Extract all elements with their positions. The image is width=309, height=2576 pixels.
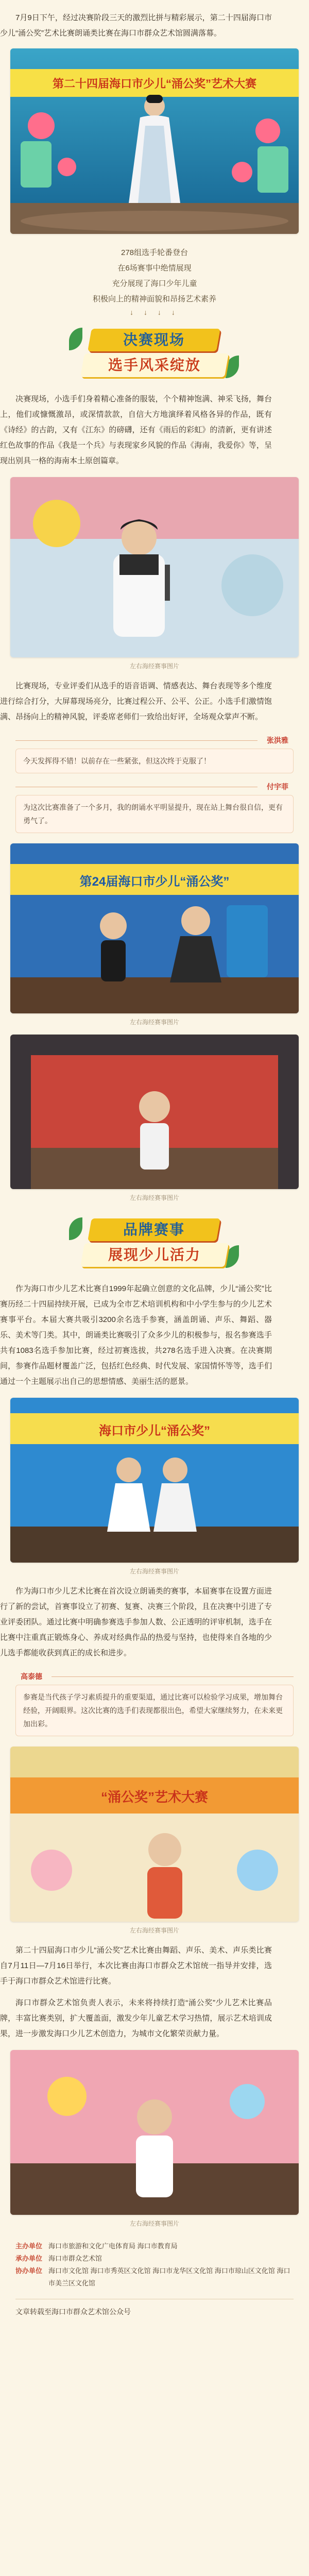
- stats-line: 充分展现了海口少年儿童: [112, 279, 197, 288]
- award-stage-image: [10, 1747, 299, 1922]
- stage-photo-2: [10, 477, 299, 657]
- stats-line: 积极向上的精神面貌和昂扬艺术素养: [92, 295, 216, 303]
- stage-banner-title: 第二十四届海口市少儿“涌公奖”艺术大赛: [52, 77, 256, 90]
- photo-caption: 左右海经赛事图片: [129, 1568, 179, 1575]
- quote-author: 高泰德: [21, 1672, 42, 1681]
- photo-caption: 左右海经赛事图片: [129, 663, 179, 670]
- credit-value: 海口市文化馆 海口市秀英区文化馆 海口市龙华区文化馆 海口市琼山区文化馆 海口市美兰区文化馆: [48, 2267, 290, 2287]
- paragraph-future: 海口市群众艺术馆负责人表示，未来将持续打造“涌公奖”少儿艺术比赛品牌，丰富比赛类别，扩大覆盖面，激发少年儿童艺术学习热情，展示艺术培训成果，进一步激发海口少儿艺术创造力，为城市文化繁荣贡献力量。: [0, 1998, 272, 2038]
- intro-paragraph: 7月9日下午，经过决赛阶段三天的激烈比拼与精彩展示，第二十四届海口市少儿“涌公奖”艺术比赛朗诵类比赛在海口市群众艺术馆圆满落幕。: [0, 13, 272, 38]
- quote-box-3: [15, 1670, 294, 1736]
- stage-photo-3: [10, 843, 299, 1013]
- heading-line-2: 选手风采绽放: [108, 357, 201, 373]
- photo-caption: 左右海经赛事图片: [129, 1927, 179, 1934]
- heading-line-2: 展现少儿活力: [108, 1247, 201, 1263]
- photo-banner-text: “涌公奖”艺术大赛: [100, 1789, 208, 1805]
- paragraph-performance: 决赛现场，小选手们身着精心准备的服装，个个精神饱满、神采飞扬，舞台上，他们或慷慨激昂，或深情款款，自信大方地演绎着风格各异的作品，既有《诗经》的古韵，又有《江东》的磅礴，还有《雨后的彩虹》的清新，更有讲述红色故事的作品《我是一个兵》与表现家乡风貌的作品《海南，我爱你》等，呈现出别具一格的海南本土原创篇章。: [0, 395, 272, 465]
- paragraph-format: 作为海口市少儿艺术比赛在首次设立朗诵类的赛事，本届赛事在设置方面进行了新的尝试，首赛事设立了初赛、复赛、决赛三个阶段，且在决赛中引进了专业评委团队。通过比赛中明确参赛选手参加人数、公正透明的评审机制，选手在比赛中注重真正锻炼身心、养成对经典作品的热爱与坚持，也使得来自各地的少儿选手都能收获到真正的成长和进步。: [0, 1587, 272, 1657]
- photo-caption: 左右海经赛事图片: [129, 1019, 179, 1026]
- credit-row: [15, 2252, 294, 2265]
- photo-banner-text: 海口市少儿“涌公奖”: [99, 1424, 210, 1438]
- credit-key: 协办单位: [15, 2267, 43, 2275]
- photo-caption: 左右海经赛事图片: [129, 2220, 179, 2227]
- quote-text: 参赛是当代孩子学习素质提升的重要渠道，通过比赛可以检验学习成果，增加舞台经验，开阔眼界。这次比赛的选手们表现都很出色，希望大家继续努力，在未来更加出彩。: [15, 1685, 294, 1736]
- hall-image: [10, 1035, 299, 1189]
- photo-caption: 左右海经赛事图片: [129, 1194, 179, 1201]
- soloist-image: [10, 2050, 299, 2215]
- stage-photo-1: [10, 48, 299, 234]
- stage-photo-7: [10, 2050, 299, 2215]
- performer-image: [10, 477, 299, 657]
- credit-key: 主办单位: [15, 2242, 43, 2250]
- heading-line-1: 品牌赛事: [123, 1222, 185, 1238]
- credit-value: 海口市旅游和文化广电体育局 海口市教育局: [48, 2242, 178, 2250]
- heading-line-1: 决赛现场: [123, 332, 185, 348]
- paragraph-schedule: 第二十四届海口市少儿“涌公奖”艺术比赛由舞蹈、声乐、美术、声乐类比赛自7月11日—7月16日举行，本次比赛由海口市群众艺术馆统一指导并安排，选手于海口市群众艺术馆进行比赛。: [0, 1946, 272, 1986]
- credit-row: [15, 2265, 294, 2290]
- down-arrows: ↓ ↓ ↓ ↓: [130, 308, 179, 316]
- section-heading-1: [62, 324, 247, 384]
- duo-performance-image: [10, 843, 299, 1013]
- leaf-icon: [69, 1217, 82, 1240]
- credit-row: [15, 2240, 294, 2252]
- quote-text: 今天发挥得不错！以前存在一些紧张，但这次终于克服了！: [15, 749, 294, 773]
- stats-line: 278组选手轮番登台: [121, 248, 188, 257]
- quote-author: 张洪雅: [267, 736, 288, 744]
- quote-box-1: [15, 734, 294, 773]
- leaf-icon: [69, 328, 82, 350]
- stage-photo-6: [10, 1747, 299, 1922]
- quote-text: 为这次比赛准备了一个多月，我的朗诵水平明显提升，现在站上舞台很自信，更有勇气了。: [15, 795, 294, 833]
- source-note: 文章转载至海口市群众艺术馆公众号: [15, 2308, 131, 2316]
- credit-key: 承办单位: [15, 2255, 43, 2262]
- stage-photo-5: [10, 1398, 299, 1563]
- quote-author: 付宇菲: [267, 783, 288, 791]
- stats-line: 在6场赛事中绝情展现: [117, 264, 192, 273]
- photo-banner-text: 第24届海口市少儿“涌公奖”: [79, 875, 230, 889]
- section-heading-2: [62, 1213, 247, 1274]
- paragraph-brand: 作为海口市少儿艺术比赛自1999年起确立创意的文化品牌，少儿“涌公奖”比赛历经二十四届持续开展，已成为全市艺术培训机构和中小学生参与的少儿艺术赛事平台。本届大赛共吸引3200余名选手参赛，涵盖朗诵、声乐、舞蹈、器乐、美术等门类。其中，朗诵类比赛吸引了众多少儿的积极参与，报名参赛选手共有1083名选手参加比赛，经过初赛选拔，共278名选手进入决赛。在决赛期间，参赛作品题材覆盖广泛，包括红色经典、时代发展、家国情怀等等，选手们通过一个主题展示出自己的思想情感、美丽生活的愿景。: [0, 1284, 272, 1386]
- paragraph-judging: 比赛现场，专业评委们从选手的语音语调、情感表达、舞台表现等多个维度进行综合打分，大屏幕现场亮分，比赛过程公开、公平、公正。小选手们激情饱满、昂扬向上的精神风貌，评委席老师们一致给出好评，全场观众掌声不断。: [0, 682, 272, 721]
- credit-value: 海口市群众艺术馆: [48, 2255, 102, 2262]
- credits-block: [15, 2240, 294, 2290]
- stats-block: [0, 245, 309, 307]
- stage-photo-4: [10, 1035, 299, 1189]
- quote-box-2: [15, 781, 294, 833]
